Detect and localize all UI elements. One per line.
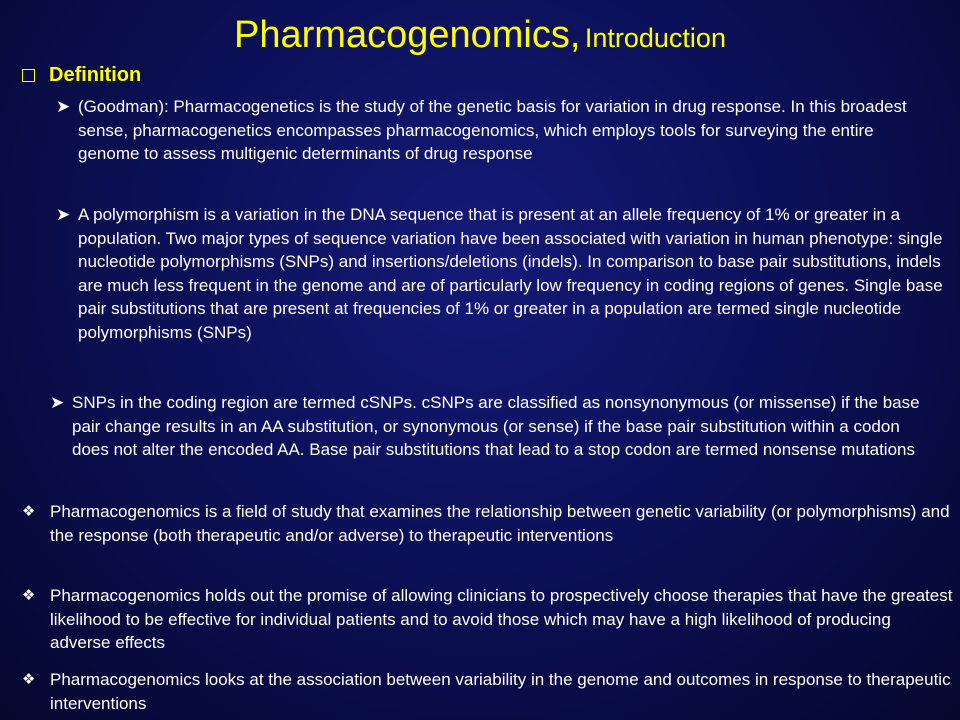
arrow-bullet-icon: ➤	[56, 205, 71, 224]
diamond-bullet-icon: ❖	[22, 587, 36, 604]
paragraph-association	[22, 668, 954, 715]
paragraph-field-of-study	[22, 500, 954, 547]
paragraph-text: Pharmacogenomics is a field of study that examines the relationship between genetic variability (or polymorphisms) and the response (both therapeutic and/or adverse) to therapeutic interventions	[50, 502, 950, 545]
title-main: Pharmacogenomics,	[234, 14, 581, 56]
definition-label: Definition	[49, 64, 142, 86]
arrow-bullet-icon: ➤	[56, 97, 71, 116]
paragraph-text: Pharmacogenomics looks at the association between variability in the genome and outcomes in response to therapeutic interventions	[50, 670, 951, 713]
paragraph-polymorphism	[56, 203, 946, 344]
paragraph-text: Pharmacogenomics holds out the promise of allowing clinicians to prospectively choose therapies that have the greatest likelihood to be effective for individual patients and to avoid those which may have a high likelihood of producing adverse effects	[50, 586, 953, 652]
arrow-bullet-icon: ➤	[50, 393, 65, 412]
title-subtitle: Introduction	[584, 23, 726, 53]
paragraph-goodman-definition	[56, 95, 936, 166]
definition-heading	[22, 64, 141, 87]
diamond-bullet-icon: ❖	[22, 503, 36, 520]
checkbox-bullet-icon	[22, 69, 35, 82]
paragraph-text: SNPs in the coding region are termed cSNPs. cSNPs are classified as nonsynonymous (or missense) if the base pair change results in an AA substitution, or synonymous (or sense) if the base pair substitution within a codon does not alter the encoded AA. Base pair substitutions that lead to a stop codon are termed nonsense mutations	[72, 393, 920, 459]
diamond-bullet-icon: ❖	[22, 671, 36, 688]
paragraph-promise	[22, 584, 954, 655]
paragraph-text: (Goodman): Pharmacogenetics is the study of the genetic basis for variation in drug response. In this broadest sense, pharmacogenetics encompasses pharmacogenomics, which employs tools for surveying the entire genome to assess multigenic determinants of drug response	[78, 97, 907, 163]
paragraph-text: A polymorphism is a variation in the DNA sequence that is present at an allele frequency of 1% or greater in a population. Two major types of sequence variation have been associated with variation in human phenotype: single nucleotide polymorphisms (SNPs) and insertions/deletions (indels). In comparison to base pair substitutions, indels are much less frequent in the genome and are of particularly low frequency in coding regions of genes. Single base pair substitutions that are present at frequencies of 1% or greater in a population are termed single nucleotide polymorphisms (SNPs)	[78, 205, 943, 342]
paragraph-csnps	[50, 391, 940, 462]
slide-title	[0, 14, 960, 57]
